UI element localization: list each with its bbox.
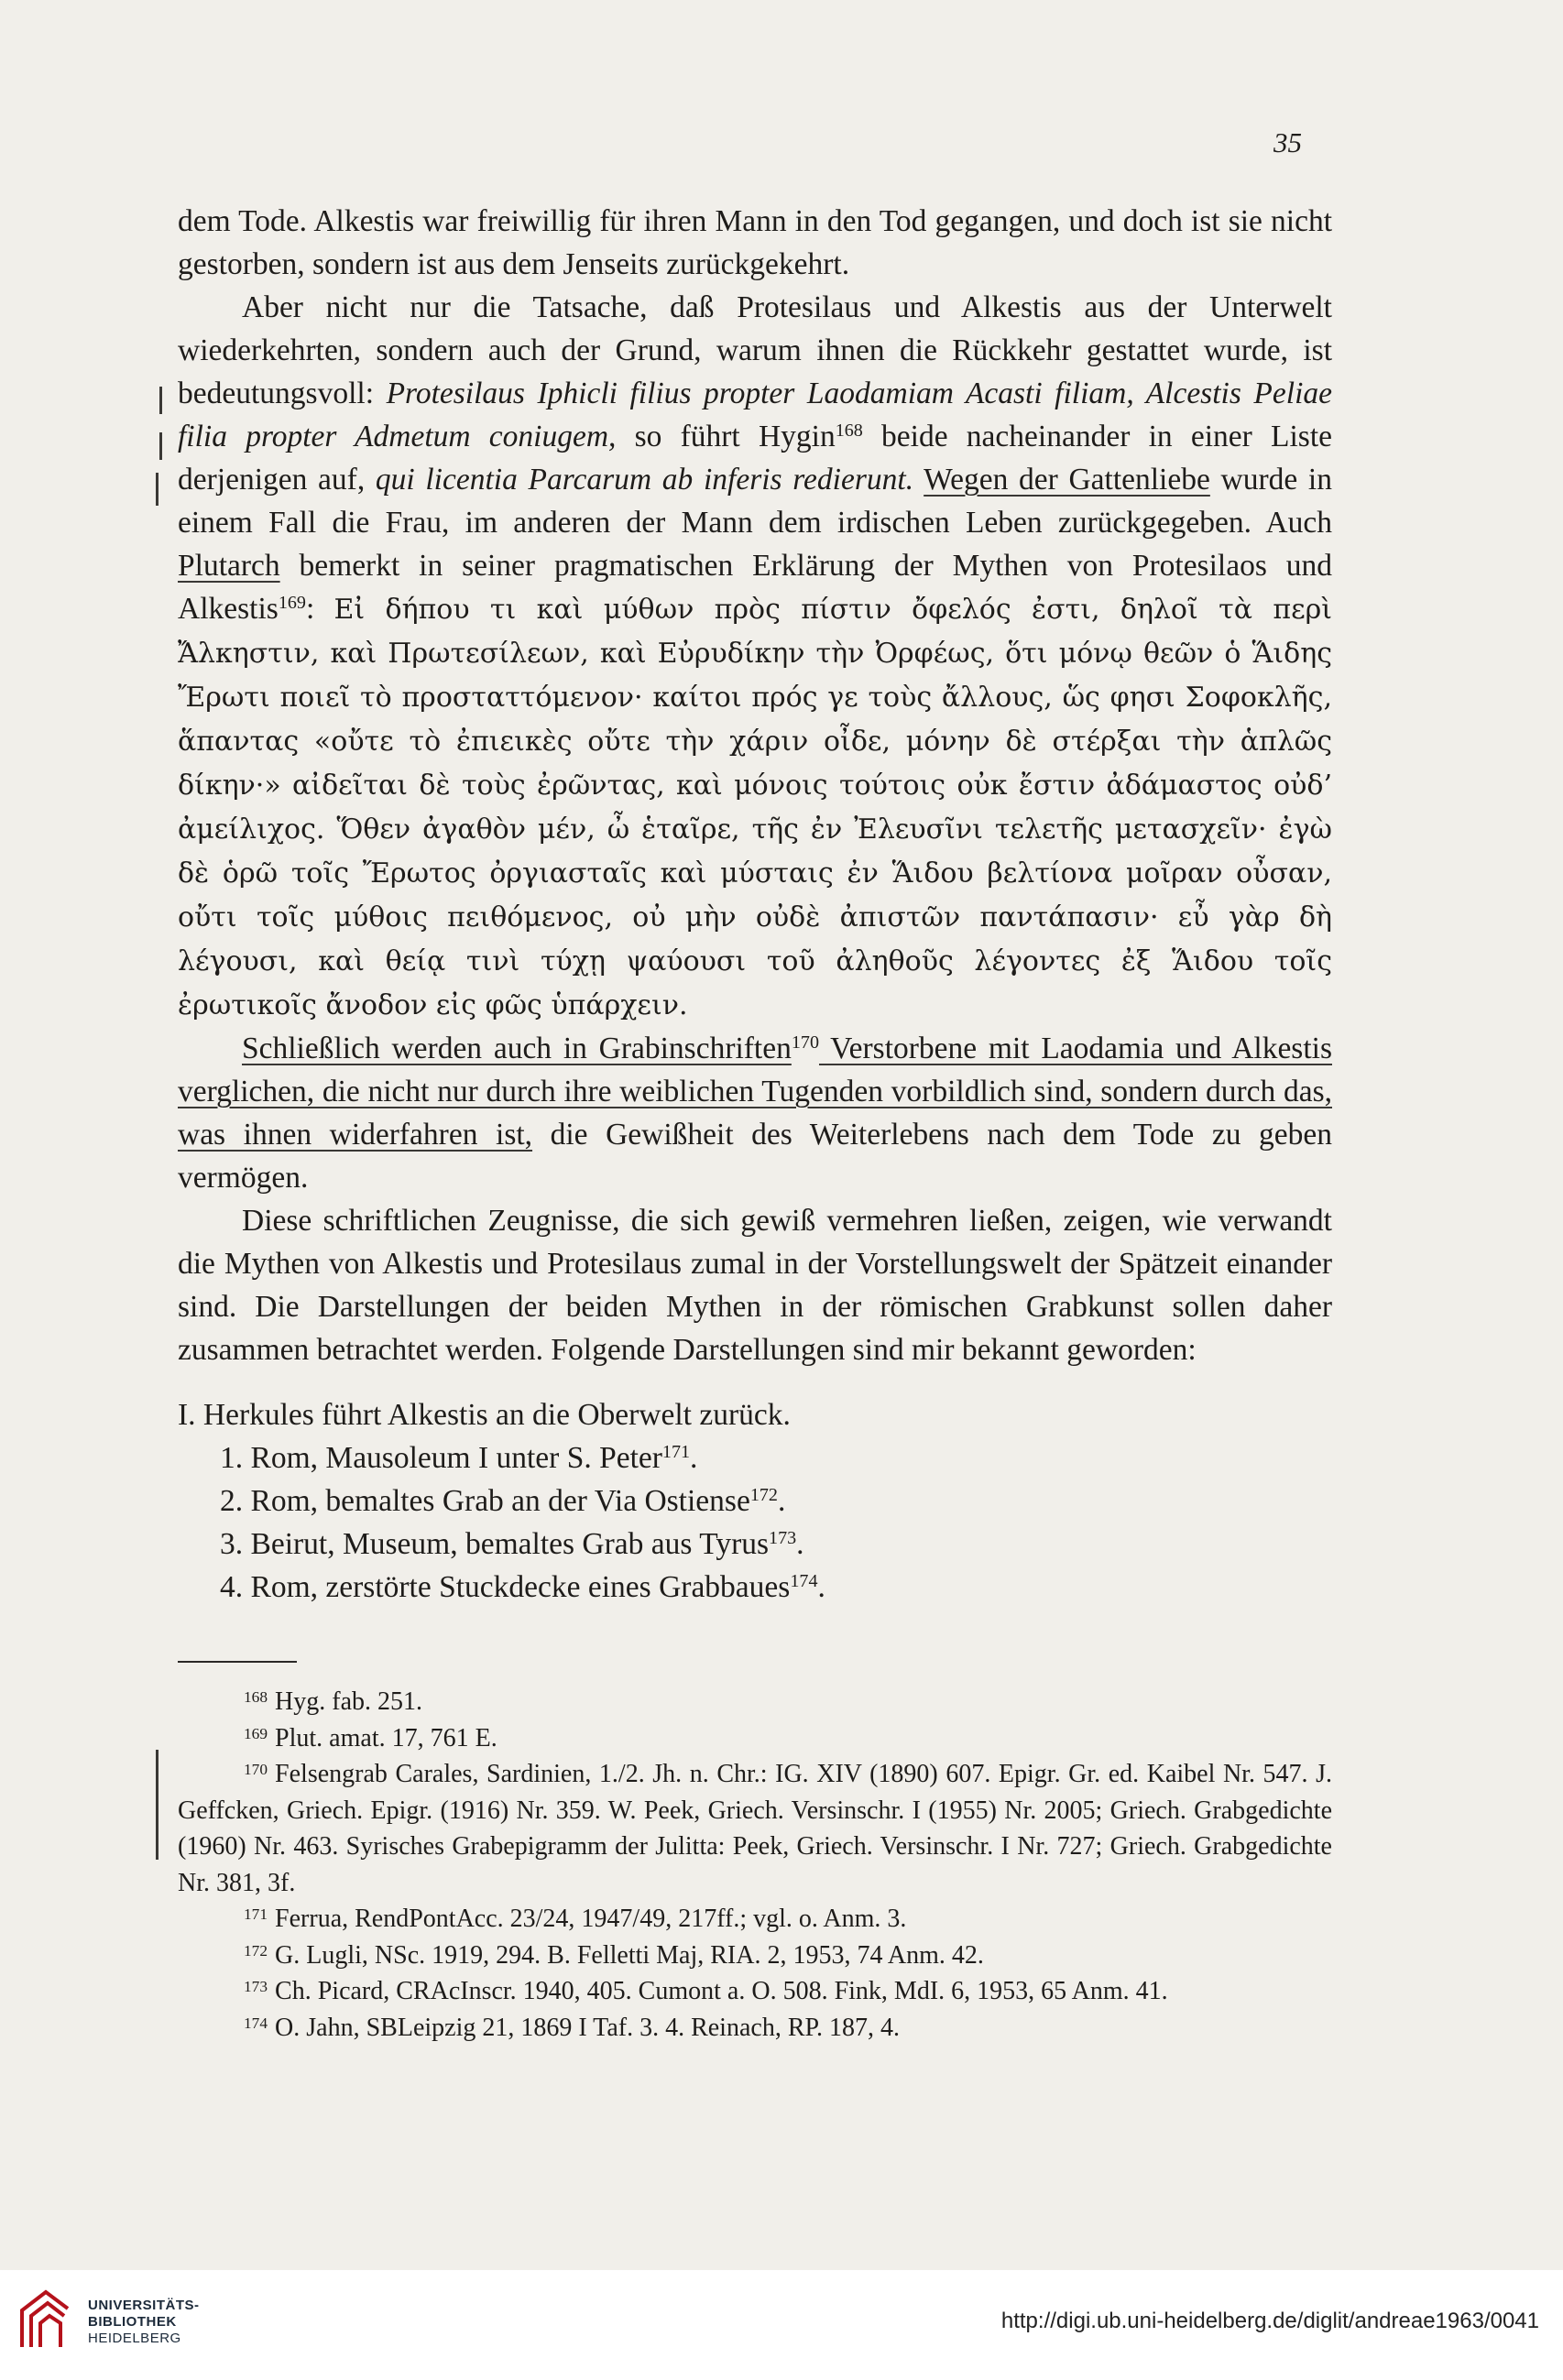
paragraph-1: dem Tode. Alkestis war freiwillig für ihren Mann in den Tod gegangen, und doch ist sie nicht gestorben, sondern ist aus dem Jenseits zurückgekehrt. xyxy=(178,204,1332,281)
list-item: 4. Rom, zerstörte Stuckdecke eines Grabbaues$^{174}$. xyxy=(220,1570,825,1604)
list-item: 3. Beirut, Museum, bemaltes Grab aus Tyrus$^{173}$. xyxy=(220,1527,804,1561)
footnote: $^{170}$ Felsengrab Carales, Sardinien, 1./2. Jh. n. Chr.: IG. XIV (1890) 607. Epigr. Gr. ed. Kaibel Nr. 547. J. Geffcken, Griech. Epigr. (1916) Nr. 359. W. Peek, Griech. Versinschr. I (1955) Nr. 2005; Griech. Grabgedichte (1960) Nr. 463. Syrisches Grabepigramm der Julitta: Peek, Griech. Versinschr. I Nr. 727; Griech. Grabgedichte Nr. 381, 3f. xyxy=(178,1760,1332,1897)
paragraph-2: Aber nicht nur die Tatsache, daß Protesilaus und Alkestis aus der Unterwelt wiederkehrten, sondern auch der Grund, warum ihnen die Rückkehr gestattet wurde, ist bedeutungsvoll: Protesilaus Iphicli filius propter Laodamiam Acasti filiam, Alcestis Peliae filia propter Admetum coniugem, so führt Hygin$^{168}$ beide nacheinander in einer Liste derjenigen auf, qui licentia Parcarum ab inferis redierunt. Wegen der Gattenliebe wurde in einem Fall die Frau, im anderen der Mann dem irdischen Leben zurückgegeben. Auch Plutarch bemerkt in seiner pragmatischen Erklärung der Mythen von Protesilaos und Alkestis$^{169}$: Εἰ δήπου τι καὶ μύθων πρὸς πίστιν ὄφελός ἐστι, δηλοῖ τὰ περὶ Ἄλκηστιν, καὶ Πρωτεσίλεων, καὶ Εὐρυδίκην τὴν Ὀρφέως, ὅτι μόνῳ θεῶν ὁ Ἅιδης Ἔρωτι ποιεῖ τὸ προσταττόμενον· καίτοι πρός γε τοὺς ἄλλους, ὥς φησι Σοφοκλῆς, ἅπαντας «οὔτε τὸ ἐπιεικὲς οὔτε τὴν χάριν οἶδε, μόνην δὲ στέρξαι τὴν ἁπλῶς δίκην·» αἰδεῖται δὲ τοὺς ἐρῶντας, καὶ μόνοις τούτοις οὐκ ἔστιν ἀδάμαστος οὐδ’ ἀμείλιχος. Ὅθεν ἀγαθὸν μέν, ὦ ἑταῖρε, τῆς ἐν Ἐλευσῖνι τελετῆς μετασχεῖν· ἐγὼ δὲ ὁρῶ τοῖς Ἔρωτος ὀργιασταῖς καὶ μύσταις ἐν Ἅιδου βελτίονα μοῖραν οὖσαν, οὔτι τοῖς μύθοις πειθόμενος, οὐ μὴν οὐδὲ ἀπιστῶν παντάπασιν· εὖ γὰρ δὴ λέγουσι, καὶ θείᾳ τινὶ τύχῃ ψαύουσι τοῦ ἀληθοῦς λέγοντες ἐξ Ἅιδου τοῖς ἐρωτικοῖς ἄνοδον εἰς φῶς ὑπάρχειν. xyxy=(178,290,1333,1021)
underlined-grabinschriften: Schließlich werden auch in Grabinschriften xyxy=(242,1032,792,1065)
list-item: 2. Rom, bemaltes Grab an der Via Ostiense$^{172}$. xyxy=(220,1484,786,1518)
footnote: $^{171}$ Ferrua, RendPontAcc. 23/24, 1947/49, 217ff.; vgl. o. Anm. 3. xyxy=(244,1905,907,1933)
latin-quote-parcarum: qui licentia Parcarum ab inferis redierunt. xyxy=(375,463,914,497)
footnote-ref-173[interactable]: 173 xyxy=(769,1527,797,1548)
footnote-ref-169[interactable]: 169 xyxy=(278,592,306,613)
underlined-verstorbene: Verstorbene mit Laodamia und Alkestis verglichen, die nicht nur durch ihre weiblichen Tugenden vorbildlich sind, sondern durch das, was ihnen widerfahren ist, xyxy=(178,1032,1332,1152)
paragraph-4: Diese schriftlichen Zeugnisse, die sich gewiß vermehren ließen, zeigen, wie verwandt die Mythen von Alkestis und Protesilaus zumal in der Vorstellungswelt der Spätzeit einander sind. Die Darstellungen der beiden Mythen in der römischen Grabkunst sollen daher zusammen betrachtet werden. Folgende Darstellungen sind mir bekannt geworden: xyxy=(178,1204,1332,1367)
catalogue-list xyxy=(178,1393,1332,1609)
underlined-gattenliebe: Wegen der Gattenliebe xyxy=(924,463,1210,497)
margin-pencil-mark xyxy=(156,1750,158,1860)
footnote: $^{174}$ O. Jahn, SBLeipzig 21, 1869 I Taf. 3. 4. Reinach, RP. 187, 4. xyxy=(244,2013,900,2042)
footnote-ref-170[interactable]: 170 xyxy=(791,1032,819,1053)
permalink-url[interactable]: http://digi.ub.uni-heidelberg.de/diglit/andreae1963/0041 xyxy=(1000,2309,1539,2333)
footnote: $^{169}$ Plut. amat. 17, 761 E. xyxy=(244,1723,497,1752)
margin-pencil-mark xyxy=(156,473,158,506)
footnote: $^{172}$ G. Lugli, NSc. 1919, 294. B. Felletti Maj, RIA. 2, 1953, 74 Anm. 42. xyxy=(244,1940,984,1970)
latin-quote-hyginus: Protesilaus Iphicli filius propter Laodamiam Acasti filiam, Alcestis Peliae filia propter Admetum coniugem, xyxy=(178,377,1332,453)
library-name[interactable]: UNIVERSITÄTS- BIBLIOTHEK HEIDELBERG xyxy=(88,2298,200,2346)
margin-pencil-mark xyxy=(159,387,162,414)
footnotes xyxy=(178,1684,1332,2046)
footnote: $^{168}$ Hyg. fab. 251. xyxy=(244,1687,423,1716)
greek-quote-plutarch: Εἰ δήπου τι καὶ μύθων πρὸς πίστιν ὄφελός ἐστι, δηλοῖ τὰ περὶ Ἄλκηστιν, καὶ Πρωτεσίλεων, καὶ Εὐρυδίκην τὴν Ὀρφέως, ὅτι μόνῳ θεῶν ὁ Ἅιδης Ἔρωτι ποιεῖ τὸ προσταττόμενον· καίτοι πρός γε τοὺς ἄλλους, ὥς φησι Σοφοκλῆς, ἅπαντας «οὔτε τὸ ἐπιεικὲς οὔτε τὴν χάριν οἶδε, μόνην δὲ στέρξαι τὴν ἁπλῶς δίκην·» αἰδεῖται δὲ τοὺς ἐρῶντας, καὶ μόνοις τούτοις οὐκ ἔστιν ἀδάμαστος οὐδ’ ἀμείλιχος. Ὅθεν ἀγαθὸν μέν, ὦ ἑταῖρε, τῆς ἐν Ἐλευσῖνι τελετῆς μετασχεῖν· ἐγὼ δὲ ὁρῶ τοῖς Ἔρωτος ὀργιασταῖς καὶ μύσταις ἐν Ἅιδου βελτίονα μοῖραν οὖσαν, οὔτι τοῖς μύθοις πειθόμενος, οὐ μὴν οὐδὲ ἀπιστῶν παντάπασιν· εὖ γὰρ δὴ λέγουσι, καὶ θείᾳ τινὶ τύχῃ ψαύουσι τοῦ ἀληθοῦς λέγοντες ἐξ Ἅιδου τοῖς ἐρωτικοῖς ἄνοδον εἰς φῶς ὑπάρχειν. xyxy=(178,594,1333,1021)
list-item: 1. Rom, Mausoleum I unter S. Peter$^{171}$. xyxy=(220,1441,698,1475)
footnote-ref-174[interactable]: 174 xyxy=(790,1570,818,1591)
main-text xyxy=(178,200,1332,1609)
list-heading: I. Herkules führt Alkestis an die Oberwelt zurück. xyxy=(178,1398,791,1432)
footnote-ref-168[interactable]: 168 xyxy=(835,420,863,441)
footnote-ref-172[interactable]: 172 xyxy=(749,1484,778,1505)
library-logo-icon[interactable] xyxy=(18,2287,71,2351)
footnote-ref-171[interactable]: 171 xyxy=(661,1441,691,1462)
margin-pencil-mark xyxy=(159,432,162,460)
footnote-separator xyxy=(178,1661,297,1663)
page-number: 35 xyxy=(1273,126,1302,158)
footnote: $^{173}$ Ch. Picard, CRAcInscr. 1940, 405. Cumont a. O. 508. Fink, MdI. 6, 1953, 65 Anm. 41. xyxy=(244,1977,1168,2005)
underlined-plutarch: Plutarch xyxy=(178,549,280,583)
paragraph-3: Schließlich werden auch in Grabinschriften$^{170}$ Verstorbene mit Laodamia und Alkestis verglichen, die nicht nur durch ihre weiblichen Tugenden vorbildlich sind, sondern durch das, was ihnen widerfahren ist, die Gewißheit des Weiterlebens nach dem Tode zu geben vermögen. xyxy=(178,1032,1332,1195)
